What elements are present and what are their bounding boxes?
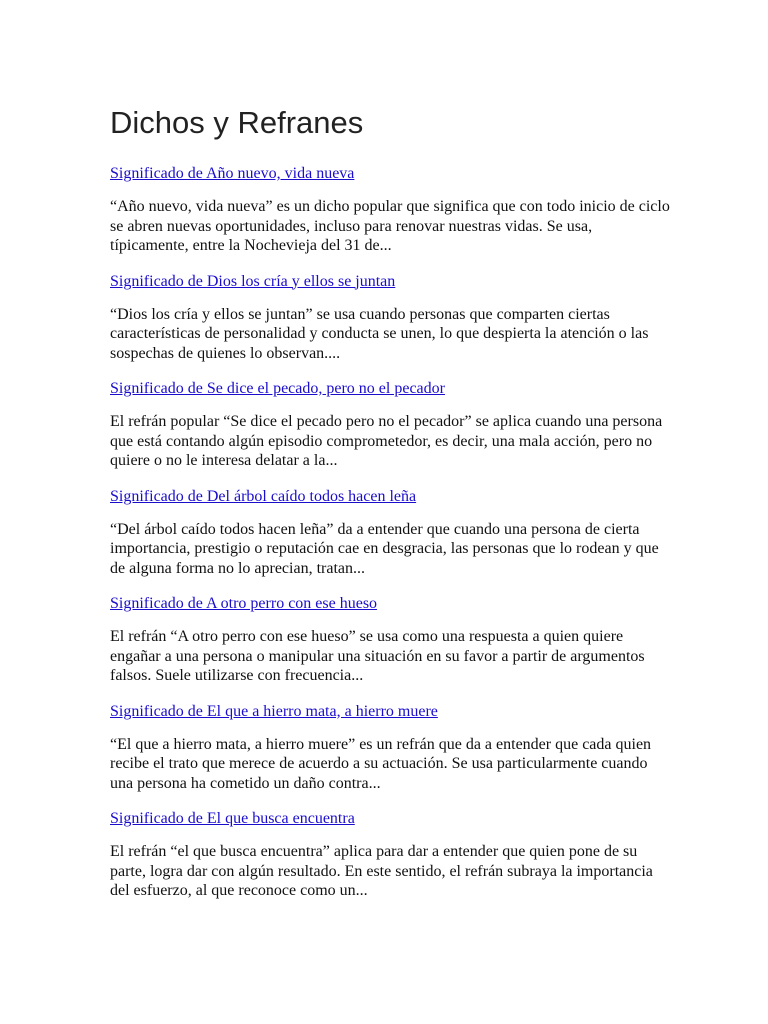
entry-item	[110, 379, 670, 471]
entry-summary: “El que a hierro mata, a hierro muere” es un refrán que da a entender que cada quien recibe el trato que merece de acuerdo a su actuación. Se usa particularmente cuando una persona ha cometido un daño contra...	[110, 735, 652, 792]
entry-link[interactable]: Significado de Año nuevo, vida nueva	[110, 165, 355, 182]
entry-item	[110, 702, 670, 794]
entry-item	[110, 487, 670, 579]
entry-link[interactable]: Significado de Del árbol caído todos hacen leña	[110, 487, 417, 505]
entry-link[interactable]: Significado de Se dice el pecado, pero no el pecador	[110, 380, 445, 397]
entry-item	[110, 164, 670, 256]
entry-summary: “Del árbol caído todos hacen leña” da a entender que cuando una persona de cierta importancia, prestigio o reputación cae en desgracia, las personas que lo rodean y que de alguna forma no lo aprecian, tratan...	[110, 520, 659, 577]
entry-summary: “Año nuevo, vida nueva” es un dicho popular que significa que con todo inicio de ciclo se abren nuevas oportunidades, incluso para renovar nuestras vidas. Se usa, típicamente, entre la Nochevieja del 31 de...	[110, 198, 670, 254]
page-title: Dichos y Refranes	[110, 105, 364, 140]
entry-link[interactable]: Significado de El que a hierro mata, a hierro muere	[110, 702, 438, 720]
entry-link[interactable]: Significado de A otro perro con ese hueso	[110, 595, 378, 612]
document-page	[110, 104, 670, 917]
entry-item	[110, 594, 670, 686]
entry-item	[110, 272, 670, 364]
entry-summary: El refrán “A otro perro con ese hueso” se usa como una respuesta a quien quiere engañar a una persona o manipular una situación en su favor a partir de argumentos falsos. Suele utilizarse con frecuencia...	[110, 628, 645, 684]
entry-summary: El refrán popular “Se dice el pecado pero no el pecador” se aplica cuando una persona que está contando algún episodio comprometedor, es decir, una mala acción, pero no quiere o no le interesa delatar a la...	[110, 413, 663, 469]
entry-summary: El refrán “el que busca encuentra” aplica para dar a entender que quien pone de su parte, logra dar con algún resultado. En este sentido, el refrán subraya la importancia del esfuerzo, al que reconoce como un...	[110, 843, 653, 899]
entry-link[interactable]: Significado de Dios los cría y ellos se juntan	[110, 272, 396, 290]
entry-link[interactable]: Significado de El que busca encuentra	[110, 810, 355, 827]
entry-summary: “Dios los cría y ellos se juntan” se usa cuando personas que comparten ciertas características de personalidad y conducta se unen, lo que despierta la atención o las sospechas de quienes lo observan....	[110, 305, 649, 362]
entry-item	[110, 809, 670, 901]
